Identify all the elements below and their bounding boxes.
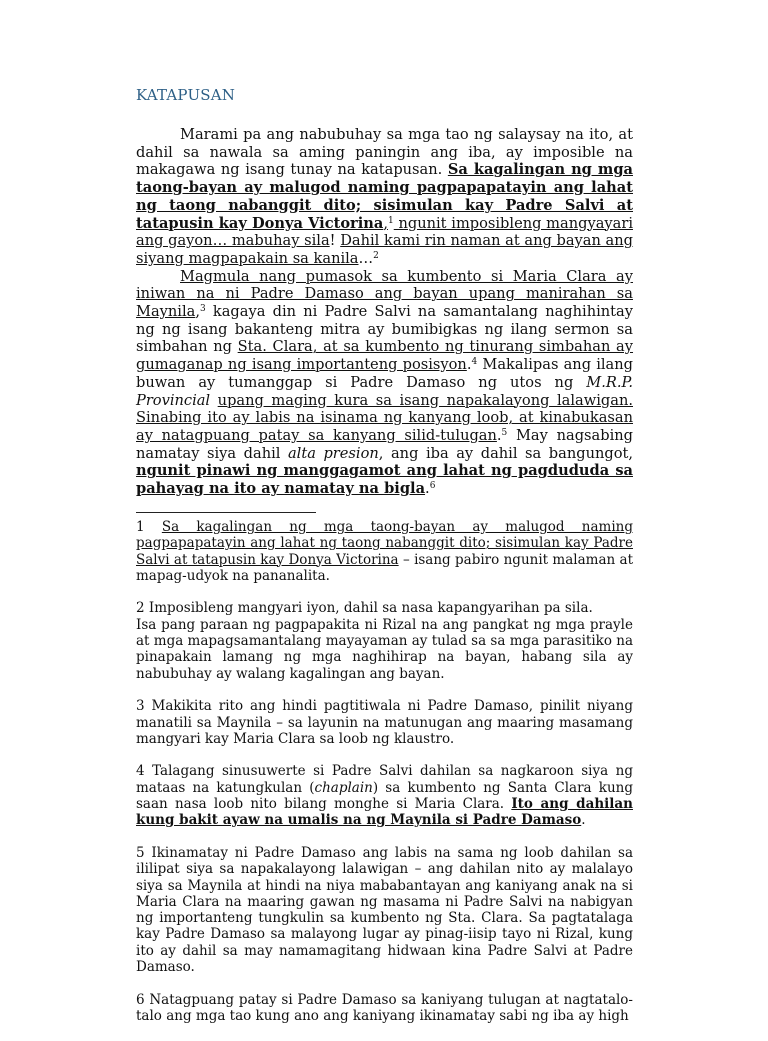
- footnote-2: [136, 600, 633, 681]
- footnote-ref-3[interactable]: 3: [199, 304, 206, 315]
- footnote-ref-4[interactable]: 4: [471, 357, 478, 368]
- p2-bold-underlined: ngunit pinawi ng manggagamot ang lahat ng pagdududa sa pahayag na ito ay namatay na bigla: [136, 462, 633, 498]
- p1-text-d: !: [329, 232, 341, 250]
- footnote-1: [136, 519, 633, 584]
- paragraph-1: [136, 126, 633, 268]
- footnote-4-italic: chaplain: [314, 779, 373, 796]
- p1-bold-underlined: Sa kagalingan ng mga taong-bayan ay malugod naming pagpapapatayin ang lahat ng taong nabanggit dito; sisimulan kay Padre Salvi at tatapusin kay Donya Victorina: [136, 161, 633, 232]
- footnote-1-number: 1: [136, 519, 162, 535]
- p1-text-a: Marami pa ang nabubuhay sa mga tao ng salaysay na ito, at dahil sa nawala sa aming paningin ang iba, ay imposible na makagawa ng isang tunay na katapusan.: [136, 126, 633, 179]
- footnote-4: [136, 763, 633, 828]
- p1-text-e: Dahil kami rin naman at ang bayan ang siyang magpapakain sa kanila: [136, 232, 634, 267]
- p1-text-f: …: [358, 249, 374, 267]
- footnote-ref-6[interactable]: 6: [429, 481, 436, 492]
- p1-comma: ,: [383, 214, 388, 232]
- footnote-3: 3 Makikita rito ang hindi pagtitiwala ni Padre Damaso, pinilit niyang manatili sa Maynila – sa layunin na matunugan ang maaring masamang mangyari kay Maria Clara sa loob ng klaustro.: [136, 698, 633, 747]
- p2-text-a: Magmula nang pumasok sa kumbento si Maria Clara ay iniwan na ni Padre Damaso ang bayan upang manirahan sa Maynila: [136, 267, 633, 321]
- footnote-1-quote: Sa kagalingan ng mga taong-bayan ay malugod naming pagpapapatayin ang lahat ng taong nabanggit dito; sisimulan kay Padre Salvi at tatapusin kay Donya Victorina: [136, 519, 633, 568]
- footnote-ref-5[interactable]: 5: [501, 427, 508, 438]
- footnote-separator: [136, 512, 316, 513]
- footnote-ref-2[interactable]: 2: [373, 250, 379, 261]
- p2-text-j: May nagsabing namatay siya dahil: [136, 426, 633, 462]
- p2-text-n: .: [425, 480, 430, 498]
- p2-text-l: , ang iba ay dahil sa bangungot,: [378, 444, 634, 462]
- p1-text-c: ngunit imposibleng mangyayari ang gayon… mabuhay sila: [136, 214, 633, 250]
- footnote-6: 6 Natagpuang patay si Padre Damaso sa kaniyang tulugan at nagtatalo-talo ang mga tao kung ano ang kaniyang ikinamatay sabi ng iba ay high: [136, 991, 633, 1024]
- p2-text-h: upang maging kura sa isang napakalayong lalawigan. Sinabing ito ay labis na isinama ng kanyang loob, at kinabukasan ay natagpuang patay sa kanyang silid-tulugan: [136, 391, 633, 444]
- p2-text-b: ,: [195, 303, 200, 321]
- p2-text-f: Makalipas ang ilang buwan ay tumanggap si Padre Damaso ng utos ng: [136, 356, 633, 391]
- p2-italic-provincial: M.R.P. Provincial: [136, 373, 633, 409]
- footnote-5: 5 Ikinamatay ni Padre Damaso ang labis na sama ng loob dahilan sa ililipat siya sa napakalayong lalawigan – ang dahilan nito ay malalayo siya sa Maynila at hindi na niya mababantayan ang kaniyang anak na si Maria Clara na maaring gawan ng masama ni Padre Salvi na nabigyan ng importanteng tungkulin sa kumbento ng Sta. Clara. Sa pagtatalaga kay Padre Damaso sa malayong lugar ay pinag-iisip tayo ni Rizal, kung ito ay dahil sa may namamagitang hidwaan kina Padre Salvi at Padre Damaso.: [136, 844, 633, 976]
- p2-text-e: .: [466, 356, 472, 374]
- footnote-4-bold-underlined: Ito ang dahilan kung bakit ayaw na umalis na ng Maynila si Padre Damaso: [136, 796, 633, 829]
- footnote-4-end: .: [581, 812, 586, 829]
- paragraph-2: [136, 268, 633, 498]
- footnote-2-line-1: 2 Imposibleng mangyari iyon, dahil sa nasa kapangyarihan pa sila.: [136, 600, 593, 617]
- p2-text-c: kagaya din ni Padre Salvi na samantalang naghihintay ng ng isang bakanteng mitra ay bumibigkas ng ilang sermon sa simbahan ng: [136, 303, 633, 356]
- p2-italic-alta-presion: alta presion: [287, 444, 379, 462]
- footnotes: [136, 519, 633, 1041]
- footnote-4-text-a: 4 Talagang sinusuwerte si Padre Salvi dahilan sa nagkaroon siya ng mataas na katungkulan (: [136, 763, 633, 796]
- p2-text-i: .: [496, 426, 502, 444]
- footnote-2-line-2: Isa pang paraan ng pagpapakita ni Rizal na ang pangkat ng mga prayle at mga mapagsamantalang mayayaman ay tulad sa sa mga parasitiko na pinapakain lamang ng mga naghihirap na bayan, habang sila ay nabubuhay ay walang kagalingan ang bayan.: [136, 616, 633, 682]
- footnote-1-text: – isang pabiro ngunit malaman at mapag-udyok na pananalita.: [136, 551, 634, 584]
- footnote-4-text-b: ) sa kumbento ng Santa Clara kung saan nasa loob nito bilang monghe si Maria Clara.: [136, 779, 633, 813]
- chapter-heading: KATAPUSAN: [136, 86, 236, 104]
- p2-text-d: Sta. Clara, at sa kumbento ng tinurang simbahan ay gumaganap ng isang importanteng posisyon: [136, 338, 634, 374]
- footnote-ref-1[interactable]: 1: [388, 215, 394, 226]
- main-text: [136, 126, 633, 498]
